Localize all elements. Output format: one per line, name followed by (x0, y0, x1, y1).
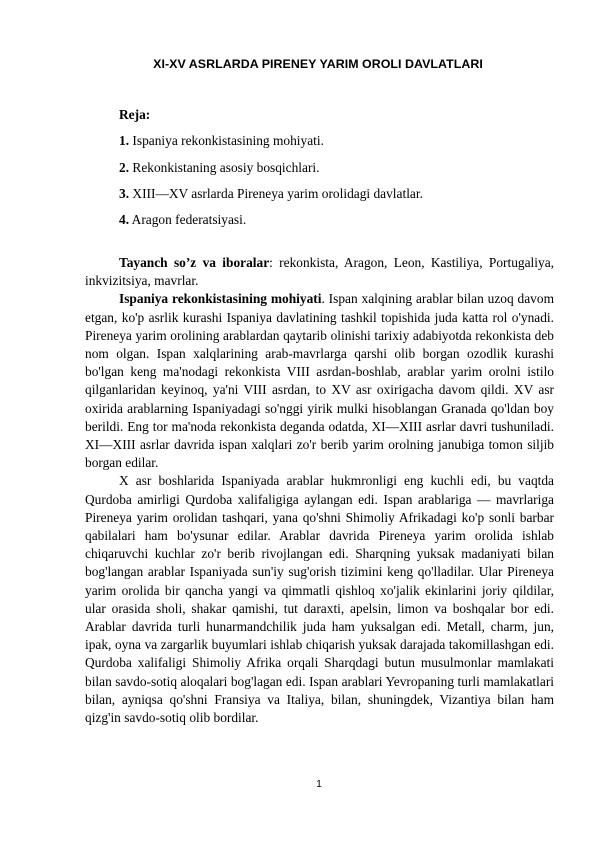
keywords-text: : rekonkista, Aragon, Leon, Kastiliya, Portugaliya, inkvizitsiya, mavrlar. (85, 255, 554, 289)
plan-heading: Reja: (119, 107, 151, 122)
plan-item-number: 4. (119, 212, 130, 228)
plan-item-text: Aragon federatsiyasi. (129, 212, 247, 228)
page-number: 1 (316, 779, 322, 790)
plan-item-text: XIII—XV asrlarda Pireneya yarim orolidagi davlatlar. (129, 185, 423, 201)
plan-section (119, 106, 539, 229)
paragraph-1-lead: Ispaniya rekonkistasining mohiyati (119, 291, 322, 307)
plan-item-number: 2. (119, 159, 130, 175)
paragraph-1 (85, 290, 554, 472)
plan-item-text: Rekonkistaning asosiy bosqichlari. (129, 159, 320, 175)
keywords-paragraph (85, 254, 554, 290)
plan-item (119, 132, 539, 150)
document-title: XI-XV ASRLARDA PIRENEY YARIM OROLI DAVLATLARI (153, 57, 483, 71)
plan-item (119, 185, 539, 203)
plan-item-number: 3. (119, 185, 130, 201)
keywords-label: Tayanch so’z va iboralar (119, 255, 270, 270)
paragraph-2: X asr boshlarida Ispaniyada arablar hukmronligi eng kuchli edi, bu vaqtda Qurdoba amirligi Qurdoba xalifaligiga aylangan edi. Ispan arablariga — mavrlariga Pireneya yarim orolidan tashqari, yana qo'shni Shimoliy Afrikadagi ko'p sonli barbar qabilalari ham bo'ysunar edilar. Arablar davrida Pireneya yarim orolida ishlab chiqaruvchi kuchlar zo'r berib rivojlangan edi. Sharqning yuksak madaniyati bilan bog'langan arablar Ispaniyada sun'iy sug'orish tizimini keng qo'lladilar. Ular Pireneya yarim orolida bir qancha yangi va qimmatli qishloq xo'jalik ekinlarini joriy qildilar, ular orasida sholi, shakar qamishi, tut daraxti, apelsin, limon va boshqalar bor edi. Arablar davrida turli hunarmandchilik juda ham yuksalgan edi. Metall, charm, jun, ipak, oyna va zargarlik buyumlari ishlab chiqarish yuksak darajada takomillashgan edi. Qurdoba xalifaligi Shimoliy Afrika orqali Sharqdagi butun musulmonlar mamlakati bilan savdo-sotiq aloqalari bog'lagan edi. Ispan arablari Yevropaning turli mamlakatlari bilan, ayniqsa qo'shni Fransiya va Italiya, bilan, shuningdek, Vizantiya bilan ham qizg'in savdo-sotiq olib bordilar. (85, 473, 554, 726)
plan-item (119, 159, 539, 177)
paragraph-1-text: . Ispan xalqining arablar bilan uzoq davom etgan, ko'p asrlik kurashi Ispaniya davlatining tashkil topishida juda katta rol o'ynadi. Pireneya yarim orolining arablardan qaytarib olinishi tarixiy adabiyotda rekonkista deb nom olgan. Ispan xalqlarining arab-mavrlarga qarshi olib borgan ozodlik kurashi bo'lgan keng ma'nodagi rekonkista VIII asrdan-boshlab, arablar yarim orolni istilo qilganlaridan keyinoq, ya'ni VIII asrdan, to XV asr oxirigacha davom qildi. XV asr oxirida arablarning Ispaniyadagi so'nggi yirik mulki hisoblangan Granada qo'ldan boy berildi. Eng tor ma'noda rekonkista deganda odatda, XI—XIII asrlar davri tushuniladi. XI—XIII asrlar davrida ispan xalqlari zo'r berib yarim orolning janubiga tomon siljib borgan edilar. (85, 291, 554, 471)
plan-item-text: Ispaniya rekonkistasining mohiyati. (129, 133, 324, 149)
plan-item-number: 1. (119, 133, 130, 149)
body-text (85, 254, 554, 727)
plan-item (119, 211, 539, 229)
